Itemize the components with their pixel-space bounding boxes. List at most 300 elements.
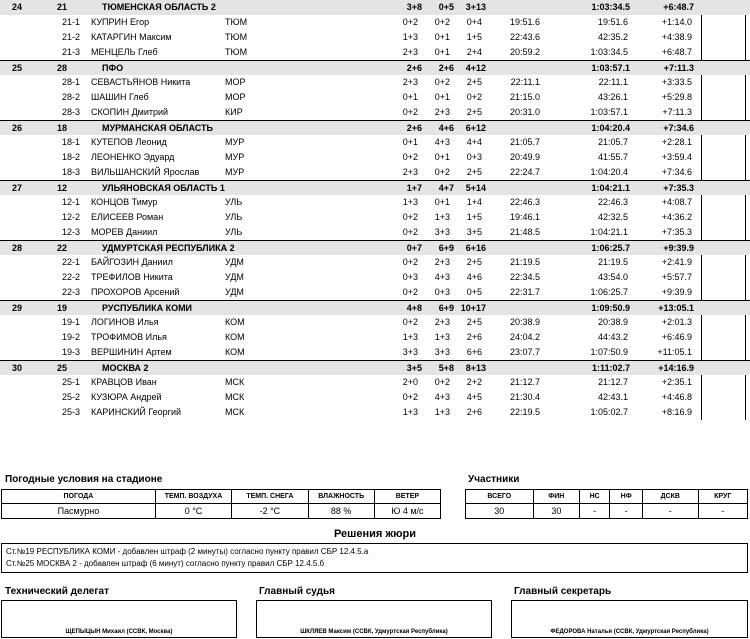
participants-table	[465, 489, 748, 519]
athlete-name: КРАВЦОВ Иван	[91, 377, 157, 387]
team-penalty-prone: 4+8	[406, 303, 422, 313]
athlete-bib: 12-1	[62, 197, 81, 207]
athlete-name: СЕВАСТЬЯНОВ Никита	[91, 77, 191, 87]
athlete-row	[0, 195, 750, 210]
athlete-total-time: 43:26.1	[597, 92, 628, 102]
participants-header: КРУГ	[698, 490, 748, 504]
athlete-row	[0, 45, 750, 60]
athlete-total-time: 19:51.6	[597, 17, 628, 27]
participants-value: -	[698, 504, 748, 519]
team-number: 22	[57, 243, 68, 253]
team-header-row	[0, 300, 750, 315]
team-header-row	[0, 360, 750, 375]
athlete-penalty-total: 4+5	[466, 392, 482, 402]
athlete-lap-time: 22:43.6	[509, 32, 540, 42]
team-block	[0, 240, 750, 300]
athlete-penalty-prone: 0+1	[402, 92, 418, 102]
athlete-penalty-standing: 0+2	[434, 167, 450, 177]
athlete-row	[0, 150, 750, 165]
team-name: ПФО	[102, 63, 124, 73]
athlete-lap-time: 22:19.5	[509, 407, 540, 417]
athlete-total-time: 22:46.3	[597, 197, 628, 207]
athlete-penalty-prone: 0+2	[402, 287, 418, 297]
team-number: 21	[57, 2, 68, 12]
athlete-region: МСК	[225, 377, 245, 387]
athlete-penalty-standing: 1+3	[434, 407, 450, 417]
athlete-penalty-prone: 0+2	[402, 317, 418, 327]
athlete-region: МУР	[225, 152, 245, 162]
team-penalty-total: 6+12	[465, 123, 486, 133]
athlete-penalty-prone: 1+3	[402, 407, 418, 417]
team-penalty-total: 8+13	[465, 363, 486, 373]
athlete-bib: 21-3	[62, 47, 81, 57]
chief-judge-title: Главный судья	[259, 586, 335, 597]
participants-value: -	[610, 504, 643, 519]
athlete-lap-time: 22:46.3	[509, 197, 540, 207]
team-place: 30	[12, 363, 23, 373]
chief-secretary-box	[511, 600, 748, 638]
team-penalty-total: 3+13	[465, 2, 486, 12]
athlete-name: МЕНЦЕЛЬ Глеб	[91, 47, 158, 57]
athlete-penalty-standing: 4+3	[434, 272, 450, 282]
athlete-total-time: 42:35.2	[597, 32, 628, 42]
participants-title: Участники	[468, 474, 520, 485]
athlete-total-time: 42:32.5	[597, 212, 628, 222]
athlete-gap: +4:08.7	[661, 197, 692, 207]
athlete-penalty-total: 2+5	[466, 77, 482, 87]
chief-secretary-name: ФЕДОРОВА Наталья (ССВК, Удмуртская Республика)	[550, 629, 709, 635]
athlete-row	[0, 345, 750, 360]
weather-value: 0 °C	[155, 504, 231, 519]
athlete-penalty-total: 2+6	[466, 332, 482, 342]
athlete-total-time: 1:05:02.7	[590, 407, 628, 417]
athlete-lap-time: 21:30.4	[509, 392, 540, 402]
athlete-region: КОМ	[225, 317, 245, 327]
participants-header: ФИН	[533, 490, 579, 504]
athlete-region: УЛЬ	[225, 227, 243, 237]
chief-judge-box	[256, 600, 492, 638]
athlete-bib: 22-2	[62, 272, 81, 282]
athlete-lap-time: 22:31.7	[509, 287, 540, 297]
jury-title: Решения жюри	[333, 528, 417, 540]
participants-header: НС	[580, 490, 610, 504]
athlete-region: КИР	[225, 107, 243, 117]
team-place: 26	[12, 123, 23, 133]
athlete-name: ЛЕОНЕНКО Эдуард	[91, 152, 175, 162]
athlete-penalty-total: 2+5	[466, 167, 482, 177]
athlete-penalty-prone: 2+3	[402, 47, 418, 57]
team-name: МУРМАНСКАЯ ОБЛАСТЬ	[102, 123, 214, 133]
athlete-penalty-total: 0+4	[466, 17, 482, 27]
athlete-lap-time: 22:34.5	[509, 272, 540, 282]
athlete-name: КУПРИН Егор	[91, 17, 150, 27]
athlete-name: ВИЛЬШАНСКИЙ Ярослав	[91, 167, 200, 177]
athlete-penalty-standing: 4+3	[434, 392, 450, 402]
team-penalty-prone: 3+5	[406, 363, 422, 373]
athlete-name: ПРОХОРОВ Арсений	[91, 287, 180, 297]
team-header-row	[0, 0, 750, 15]
athlete-gap: +8:16.9	[661, 407, 692, 417]
team-penalty-standing: 0+5	[438, 2, 454, 12]
participants-header: НФ	[610, 490, 643, 504]
tech-delegate-box	[1, 600, 237, 638]
athlete-region: МСК	[225, 392, 245, 402]
team-gap: +7:35.3	[663, 183, 694, 193]
athlete-penalty-total: 2+5	[466, 107, 482, 117]
athlete-total-time: 1:06:25.7	[590, 287, 628, 297]
athlete-total-time: 1:07:50.9	[590, 347, 628, 357]
participants-value: -	[580, 504, 610, 519]
team-block	[0, 300, 750, 360]
athlete-penalty-total: 2+5	[466, 257, 482, 267]
athlete-lap-time: 20:59.2	[509, 47, 540, 57]
athlete-penalty-standing: 0+1	[434, 47, 450, 57]
athlete-bib: 21-1	[62, 17, 81, 27]
athlete-total-time: 20:38.9	[597, 317, 628, 327]
athlete-bib: 25-3	[62, 407, 81, 417]
team-penalty-standing: 4+6	[438, 123, 454, 133]
athlete-penalty-prone: 1+3	[402, 332, 418, 342]
athlete-penalty-standing: 2+3	[434, 317, 450, 327]
athlete-region: УЛЬ	[225, 212, 243, 222]
athlete-penalty-total: 6+6	[466, 347, 482, 357]
athlete-gap: +4:38.9	[661, 32, 692, 42]
athlete-name: КОНЦОВ Тимур	[91, 197, 158, 207]
athlete-penalty-prone: 0+2	[402, 212, 418, 222]
athlete-total-time: 1:04:20.4	[590, 167, 628, 177]
athlete-bib: 28-3	[62, 107, 81, 117]
team-time: 1:09:50.9	[591, 303, 630, 313]
athlete-penalty-total: 4+4	[466, 137, 482, 147]
team-penalty-total: 4+12	[465, 63, 486, 73]
team-header-row	[0, 120, 750, 135]
athlete-region: МСК	[225, 407, 245, 417]
team-name: МОСКВА 2	[102, 363, 149, 373]
team-block	[0, 0, 750, 60]
athlete-penalty-total: 4+6	[466, 272, 482, 282]
athlete-row	[0, 15, 750, 30]
athlete-region: МОР	[225, 77, 246, 87]
participants-header: ДСКВ	[643, 490, 698, 504]
athlete-penalty-prone: 2+3	[402, 167, 418, 177]
athlete-penalty-standing: 0+1	[434, 92, 450, 102]
athlete-lap-time: 21:48.5	[509, 227, 540, 237]
athlete-gap: +6:48.7	[661, 47, 692, 57]
team-penalty-standing: 6+9	[438, 243, 454, 253]
athlete-row	[0, 255, 750, 270]
athlete-total-time: 43:54.0	[597, 272, 628, 282]
athlete-penalty-standing: 0+1	[434, 32, 450, 42]
athlete-penalty-standing: 0+2	[434, 377, 450, 387]
athlete-row	[0, 375, 750, 390]
athlete-region: МУР	[225, 137, 245, 147]
athlete-bib: 19-2	[62, 332, 81, 342]
team-block	[0, 360, 750, 420]
athlete-penalty-standing: 0+1	[434, 197, 450, 207]
team-place: 24	[12, 2, 23, 12]
athlete-row	[0, 30, 750, 45]
athlete-lap-time: 22:24.7	[509, 167, 540, 177]
athlete-row	[0, 285, 750, 300]
athlete-gap: +9:39.9	[661, 287, 692, 297]
participants-value: 30	[466, 504, 534, 519]
athlete-lap-time: 21:15.0	[509, 92, 540, 102]
athlete-name: ТРЕФИЛОВ Никита	[91, 272, 173, 282]
athlete-region: УДМ	[225, 257, 244, 267]
athlete-region: УЛЬ	[225, 197, 243, 207]
athlete-gap: +4:36.2	[661, 212, 692, 222]
athlete-lap-time: 20:49.9	[509, 152, 540, 162]
athlete-penalty-total: 2+2	[466, 377, 482, 387]
athlete-penalty-standing: 1+3	[434, 212, 450, 222]
athlete-row	[0, 75, 750, 90]
team-number: 12	[57, 183, 68, 193]
athlete-gap: +3:33.5	[661, 77, 692, 87]
team-penalty-total: 5+14	[465, 183, 486, 193]
athlete-total-time: 22:11.1	[598, 77, 628, 87]
athlete-total-time: 21:19.5	[597, 257, 628, 267]
team-penalty-prone: 0+7	[406, 243, 422, 253]
athlete-gap: +11:05.1	[657, 347, 692, 357]
jury-decision-line: Ст.№25 МОСКВА 2 - добавлен штраф (6 минут) согласно пункту правил СБР 12.4.5.б	[6, 559, 325, 568]
athlete-penalty-total: 0+2	[466, 92, 482, 102]
athlete-penalty-prone: 3+3	[402, 347, 418, 357]
team-penalty-standing: 4+7	[438, 183, 454, 193]
athlete-penalty-standing: 3+3	[434, 347, 450, 357]
athlete-total-time: 1:04:21.1	[590, 227, 628, 237]
jury-decisions	[1, 543, 748, 573]
team-block	[0, 180, 750, 240]
athlete-lap-time: 22:11.1	[510, 77, 540, 87]
team-penalty-standing: 5+8	[438, 363, 454, 373]
athlete-total-time: 21:05.7	[597, 137, 628, 147]
athlete-penalty-total: 1+5	[466, 212, 482, 222]
athlete-name: КУЗЮРА Андрей	[91, 392, 162, 402]
athlete-penalty-total: 1+4	[466, 197, 482, 207]
weather-value: Пасмурно	[2, 504, 156, 519]
team-penalty-prone: 2+6	[406, 123, 422, 133]
team-name: УЛЬЯНОВСКАЯ ОБЛАСТЬ 1	[102, 183, 225, 193]
athlete-penalty-prone: 0+1	[402, 137, 418, 147]
athlete-gap: +2:01.3	[661, 317, 692, 327]
athlete-region: КОМ	[225, 347, 245, 357]
team-time: 1:06:25.7	[591, 243, 630, 253]
athlete-region: УДМ	[225, 287, 244, 297]
team-header-row	[0, 240, 750, 255]
athlete-name: ЛОГИНОВ Илья	[91, 317, 159, 327]
team-place: 29	[12, 303, 23, 313]
athlete-gap: +7:34.6	[661, 167, 692, 177]
athlete-gap: +5:29.8	[661, 92, 692, 102]
athlete-bib: 18-1	[62, 137, 81, 147]
athlete-bib: 12-3	[62, 227, 81, 237]
weather-value: Ю 4 м/с	[374, 504, 440, 519]
athlete-row	[0, 270, 750, 285]
athlete-bib: 18-3	[62, 167, 81, 177]
athlete-penalty-standing: 4+3	[434, 137, 450, 147]
athlete-name: ТРОФИМОВ Илья	[91, 332, 167, 342]
athlete-lap-time: 21:19.5	[509, 257, 540, 267]
athlete-bib: 21-2	[62, 32, 81, 42]
athlete-name: СКОПИН Дмитрий	[91, 107, 169, 117]
athlete-penalty-prone: 2+3	[402, 77, 418, 87]
team-gap: +6:48.7	[663, 2, 694, 12]
athlete-penalty-standing: 0+2	[434, 17, 450, 27]
tech-delegate-name: ЩЕПЫЦЫН Михаил (ССВК, Москва)	[65, 629, 173, 635]
athlete-penalty-total: 3+5	[466, 227, 482, 237]
team-header-row	[0, 180, 750, 195]
athlete-penalty-total: 1+5	[466, 32, 482, 42]
athlete-penalty-standing: 1+3	[434, 332, 450, 342]
athlete-row	[0, 105, 750, 120]
athlete-penalty-standing: 0+1	[434, 152, 450, 162]
athlete-region: МОР	[225, 92, 246, 102]
team-name: ТЮМЕНСКАЯ ОБЛАСТЬ 2	[102, 2, 216, 12]
athlete-penalty-prone: 0+2	[402, 257, 418, 267]
team-time: 1:04:20.4	[591, 123, 630, 133]
team-name: РУСПУБЛИКА КОМИ	[102, 303, 193, 313]
athlete-bib: 25-2	[62, 392, 81, 402]
athlete-gap: +2:35.1	[661, 377, 692, 387]
athlete-name: БАЙГОЗИН Даниил	[91, 257, 173, 267]
athlete-name: КАРИНСКИЙ Георгий	[91, 407, 182, 417]
athlete-total-time: 21:12.7	[597, 377, 628, 387]
athlete-name: ВЕРШИНИН Артем	[91, 347, 172, 357]
athlete-name: МОРЕВ Даниил	[91, 227, 158, 237]
athlete-region: ТЮМ	[225, 32, 248, 42]
participants-value: 30	[533, 504, 579, 519]
team-name: УДМУРТСКАЯ РЕСПУБЛИКА 2	[102, 243, 235, 253]
athlete-region: УДМ	[225, 272, 244, 282]
athlete-name: КУТЕПОВ Леонид	[91, 137, 167, 147]
athlete-penalty-standing: 3+3	[434, 227, 450, 237]
athlete-name: ЕЛИСЕЕВ Роман	[91, 212, 164, 222]
participants-header: ВСЕГО	[466, 490, 534, 504]
athlete-penalty-prone: 0+2	[402, 152, 418, 162]
athlete-penalty-prone: 0+2	[402, 392, 418, 402]
athlete-region: МУР	[225, 167, 245, 177]
jury-decision-line: Ст.№19 РЕСПУБЛИКА КОМИ - добавлен штраф (2 минуты) согласно пункту правил СБР 12.4.5.а	[6, 547, 369, 556]
athlete-penalty-prone: 0+2	[402, 227, 418, 237]
athlete-penalty-prone: 0+2	[402, 107, 418, 117]
tech-delegate-title: Технический делегат	[5, 586, 109, 597]
athlete-penalty-total: 0+5	[466, 287, 482, 297]
weather-header: ТЕМП. СНЕГА	[232, 490, 308, 504]
athlete-penalty-prone: 0+3	[402, 272, 418, 282]
athlete-penalty-prone: 1+3	[402, 197, 418, 207]
athlete-gap: +1:14.0	[661, 17, 692, 27]
team-penalty-total: 10+17	[460, 303, 486, 313]
athlete-region: ТЮМ	[225, 47, 248, 57]
athlete-total-time: 41:55.7	[597, 152, 628, 162]
athlete-lap-time: 21:12.7	[509, 377, 540, 387]
team-gap: +14:16.9	[658, 363, 694, 373]
athlete-gap: +6:46.9	[661, 332, 692, 342]
athlete-penalty-standing: 2+3	[434, 107, 450, 117]
chief-secretary-title: Главный секретарь	[514, 586, 612, 597]
athlete-total-time: 1:03:57.1	[590, 107, 628, 117]
weather-value: -2 °C	[232, 504, 308, 519]
team-time: 1:03:34.5	[591, 2, 630, 12]
athlete-penalty-standing: 0+2	[434, 77, 450, 87]
athlete-lap-time: 24:04.2	[509, 332, 540, 342]
weather-header: ВЕТЕР	[374, 490, 440, 504]
athlete-total-time: 42:43.1	[597, 392, 628, 402]
athlete-row	[0, 405, 750, 420]
athlete-region: КОМ	[225, 332, 245, 342]
team-place: 28	[12, 243, 23, 253]
participants-value: -	[643, 504, 698, 519]
athlete-gap: +2:41.9	[661, 257, 692, 267]
athlete-bib: 12-2	[62, 212, 81, 222]
athlete-row	[0, 135, 750, 150]
team-penalty-standing: 6+9	[438, 303, 454, 313]
team-time: 1:03:57.1	[591, 63, 630, 73]
athlete-bib: 22-1	[62, 257, 81, 267]
weather-header: ТЕМП. ВОЗДУХА	[155, 490, 231, 504]
athlete-row	[0, 225, 750, 240]
team-penalty-standing: 2+6	[438, 63, 454, 73]
athlete-row	[0, 390, 750, 405]
team-penalty-prone: 2+6	[406, 63, 422, 73]
athlete-row	[0, 210, 750, 225]
team-gap: +13:05.1	[658, 303, 694, 313]
team-number: 19	[57, 303, 68, 313]
athlete-penalty-prone: 0+2	[402, 17, 418, 27]
athlete-penalty-prone: 1+3	[402, 32, 418, 42]
weather-header: ПОГОДА	[2, 490, 156, 504]
chief-judge-name: ШКЛЯЕВ Максим (ССВК, Удмуртская Республика)	[300, 629, 448, 635]
athlete-total-time: 44:43.2	[597, 332, 628, 342]
athlete-gap: +7:35.3	[661, 227, 692, 237]
team-gap: +9:39.9	[663, 243, 694, 253]
weather-title: Погодные условия на стадионе	[5, 474, 163, 485]
team-place: 25	[12, 63, 23, 73]
athlete-penalty-total: 2+4	[466, 47, 482, 57]
athlete-bib: 19-1	[62, 317, 81, 327]
team-number: 28	[57, 63, 68, 73]
athlete-row	[0, 90, 750, 105]
athlete-gap: +4:46.8	[661, 392, 692, 402]
team-number: 25	[57, 363, 68, 373]
team-time: 1:11:02.7	[591, 363, 630, 373]
athlete-penalty-total: 0+3	[466, 152, 482, 162]
weather-value: 88 %	[308, 504, 374, 519]
team-block	[0, 120, 750, 180]
athlete-gap: +7:11.3	[662, 107, 692, 117]
athlete-bib: 18-2	[62, 152, 81, 162]
athlete-lap-time: 19:46.1	[509, 212, 540, 222]
athlete-gap: +3:59.4	[661, 152, 692, 162]
weather-table	[1, 489, 441, 519]
athlete-gap: +5:57.7	[661, 272, 692, 282]
athlete-lap-time: 20:31.0	[509, 107, 540, 117]
athlete-lap-time: 21:05.7	[509, 137, 540, 147]
athlete-bib: 28-2	[62, 92, 81, 102]
athlete-lap-time: 19:51.6	[509, 17, 540, 27]
team-header-row	[0, 60, 750, 75]
athlete-gap: +2:28.1	[661, 137, 692, 147]
team-penalty-total: 6+16	[465, 243, 486, 253]
athlete-bib: 19-3	[62, 347, 81, 357]
team-gap: +7:34.6	[663, 123, 694, 133]
athlete-penalty-standing: 0+3	[434, 287, 450, 297]
weather-header: ВЛАЖНОСТЬ	[308, 490, 374, 504]
athlete-total-time: 1:03:34.5	[590, 47, 628, 57]
athlete-penalty-standing: 2+3	[434, 257, 450, 267]
athlete-bib: 28-1	[62, 77, 81, 87]
athlete-penalty-prone: 2+0	[402, 377, 418, 387]
